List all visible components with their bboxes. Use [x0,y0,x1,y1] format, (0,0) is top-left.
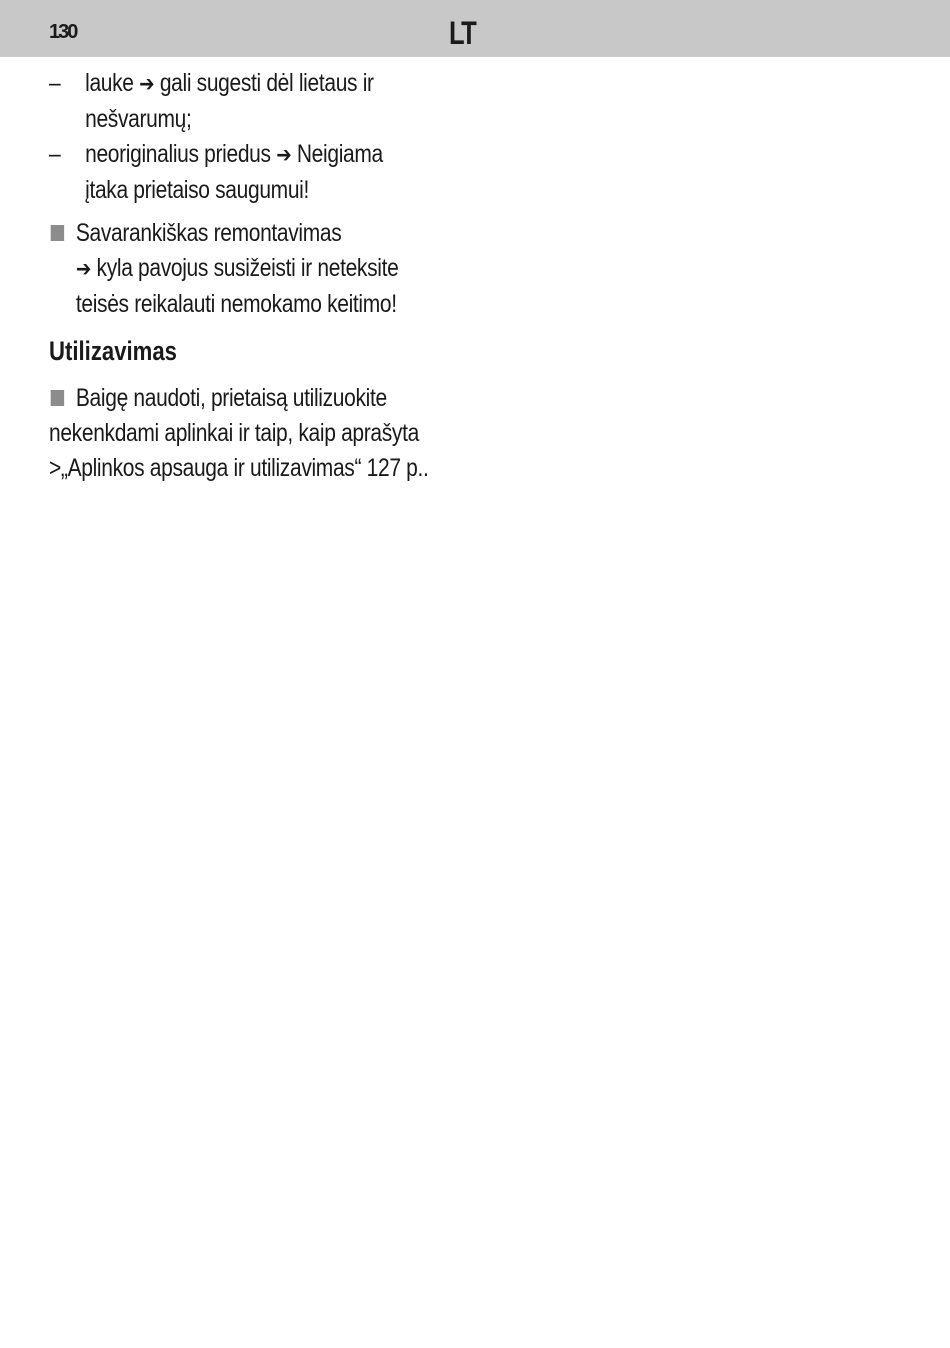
square-bullet-icon [51,225,64,241]
list-item-line: įtaka prietaiso saugumui! [85,176,310,204]
repair-line-3: teisės reikalauti nemokamo keitimo! [75,290,397,318]
list-item-line [85,137,404,173]
dash-marker: – [49,69,61,97]
arrow-right-icon: ➔ [139,72,155,97]
language-code: LT [449,15,476,51]
square-bullet-icon [51,390,64,406]
page-number: 130 [49,21,77,43]
repair-warning-item [49,216,399,322]
list-item-text: gali sugesti dėl lietaus ir [159,69,374,97]
repair-line-text: kyla pavojus susižeisti ir neteksite [96,254,399,282]
list-item [49,66,404,137]
list-item-text: lauke [85,69,134,97]
list-item-line [85,66,404,102]
disposal-paragraph [49,381,429,486]
section-heading: Utilizavimas [49,336,177,366]
arrow-right-icon: ➔ [276,143,292,168]
list-item-text: neoriginalius priedus [85,140,271,168]
repair-line-1: Savarankiškas remontavimas [75,219,342,247]
list-item-line: nešvarumų; [85,105,192,133]
header-bar [0,0,950,57]
disposal-line-3: >„Aplinkos apsauga ir utilizavimas“ 127 p.. [49,454,429,482]
disposal-line-1: Baigę naudoti, prietaisą utilizuokite [75,384,387,412]
repair-line-2 [75,251,399,287]
arrow-right-icon: ➔ [75,257,92,282]
dash-marker: – [49,140,61,168]
list-item-text: Neigiama [296,140,383,168]
disposal-line-2: nekenkdami aplinkai ir taip, kaip aprašyta [49,419,419,447]
page-content [49,66,449,486]
list-item [49,137,404,208]
